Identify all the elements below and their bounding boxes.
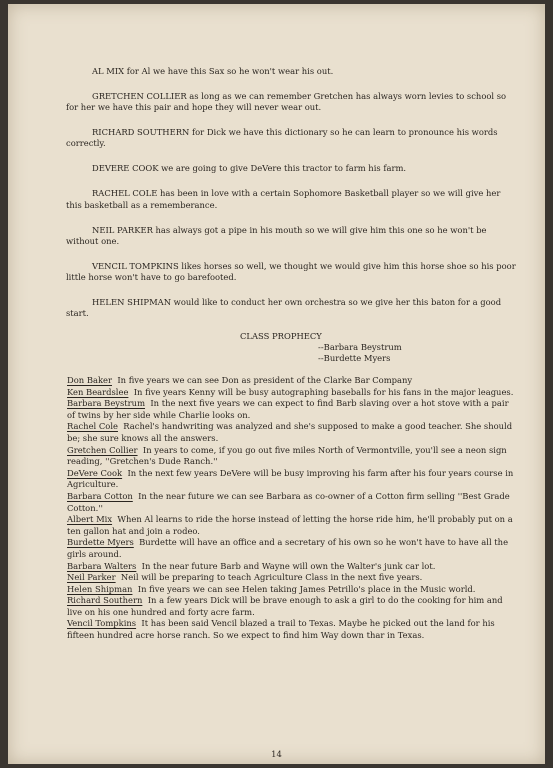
page-number: 14 [271, 749, 282, 759]
entry-name: Neil Parker [67, 572, 116, 583]
prophecy-entry [67, 445, 519, 468]
prophecy-entry [67, 537, 519, 560]
entry-text: Neil will be preparing to teach Agriculture Class in the next five years. [120, 572, 423, 583]
entry-name: Barbara Cotton [67, 490, 133, 501]
entry-name: Barbara Beystrum [67, 398, 146, 409]
gift-paragraph: RICHARD SOUTHERN for Dick we have this dictionary so he can learn to pronounce his words correctly. [66, 127, 498, 149]
entry-name: Rachel Cole [67, 421, 118, 432]
entry-text: Burdette will have an office and a secretary of his own so he won't have to have all the girls around. [67, 537, 509, 559]
entry-text: In the near future we can see Barbara as co-owner of a Cotton firm selling ''Best Grade Cotton.'' [67, 490, 510, 513]
entry-text: In years to come, if you go out five miles North of Vermontville, you'll see a neon sign reading, ''Gretchen's Dude Ranch.'' [67, 444, 507, 467]
entry-text: In the next five years we can expect to find Barb slaving over a hot stove with a pair of twins by her side while Charlie looks on. [67, 398, 509, 420]
prophecy-entry [67, 618, 519, 641]
prophecy-title: CLASS PROPHECY [240, 331, 322, 341]
prophecy-heading [240, 331, 440, 365]
entry-name: Richard Southern [67, 595, 143, 606]
entry-text: When Al learns to ride the horse instead of letting the horse ride him, he'll probably put on a ten gallon hat and join a rodeo. [67, 514, 513, 536]
gift-paragraph: AL MIX for Al we have this Sax so he won't wear his out. [92, 66, 334, 76]
entry-text: Rachel's handwriting was analyzed and she's supposed to make a good teacher. She should be; she sure knows all the answers. [67, 421, 513, 443]
entry-name: Helen Shipman [67, 583, 133, 594]
class-prophecy-list [67, 375, 519, 642]
entry-name: Vencil Tompkins [67, 618, 137, 629]
gift-paragraph: GRETCHEN COLLIER as long as we can remember Gretchen has always worn levies to school so for her we have this pair and hope they will never wear out. [66, 91, 507, 113]
gift-paragraph: RACHEL COLE has been in love with a certain Sophomore Basketball player so we will give her this basketball as a rememberance. [66, 188, 501, 210]
prophecy-entry [67, 572, 519, 584]
gift-paragraph: NEIL PARKER has always got a pipe in his mouth so we will give him this one so he won't be without one. [66, 224, 487, 246]
prophecy-entry [67, 584, 519, 596]
prophecy-entry [67, 491, 519, 514]
entry-name: Albert Mix [67, 514, 113, 525]
gift-paragraph: DEVERE COOK we are going to give DeVere this tractor to farm his farm. [92, 163, 407, 174]
entry-text: In five years we can see Helen taking James Petrillo's place in the Music world. [137, 583, 476, 594]
entry-name: Gretchen Collier [67, 444, 138, 455]
entry-text: In the next few years DeVere will be busy improving his farm after his four years course in Agriculture. [67, 467, 514, 490]
entry-text: In a few years Dick will be brave enough to ask a girl to do the cooking for him and live on his one hundred and forty acre farm. [67, 595, 503, 617]
prophecy-entry [67, 387, 519, 399]
prophecy-entry [67, 561, 519, 573]
entry-name: Don Baker [67, 375, 112, 385]
prophecy-entry [67, 398, 519, 421]
prophecy-entry [67, 514, 519, 537]
entry-name: Barbara Walters [67, 560, 137, 571]
entry-text: In the near future Barb and Wayne will own the Walter's junk car lot. [141, 560, 436, 571]
entry-text: It has been said Vencil blazed a trail to Texas. Maybe he picked out the land for his fifteen hundred acre horse ranch. So we expect to find him Way down thar in Texas. [67, 618, 495, 641]
prophecy-entry [67, 421, 519, 444]
prophecy-entry [67, 375, 519, 387]
entry-text: In five years Kenny will be busy autographing baseballs for his fans in the major leagues. [133, 386, 514, 397]
prophecy-author: --Burdette Myers [318, 353, 391, 364]
prophecy-entry [67, 468, 519, 491]
entry-name: Burdette Myers [67, 537, 134, 548]
gift-paragraph: HELEN SHIPMAN would like to conduct her own orchestra so we give her this baton for a good start. [66, 297, 502, 319]
entry-text: In five years we can see Don as president of the Clarke Bar Company [117, 375, 413, 385]
class-will-gifts [66, 66, 518, 333]
prophecy-entry [67, 595, 519, 618]
document-page [8, 4, 545, 764]
entry-name: Ken Beardslee [67, 386, 129, 397]
gift-paragraph: VENCIL TOMPKINS likes horses so well, we thought we would give him this horse shoe so his poor little horse won't have to go barefooted. [66, 260, 516, 283]
entry-name: DeVere Cook [67, 467, 123, 478]
prophecy-author: --Barbara Beystrum [318, 342, 402, 353]
